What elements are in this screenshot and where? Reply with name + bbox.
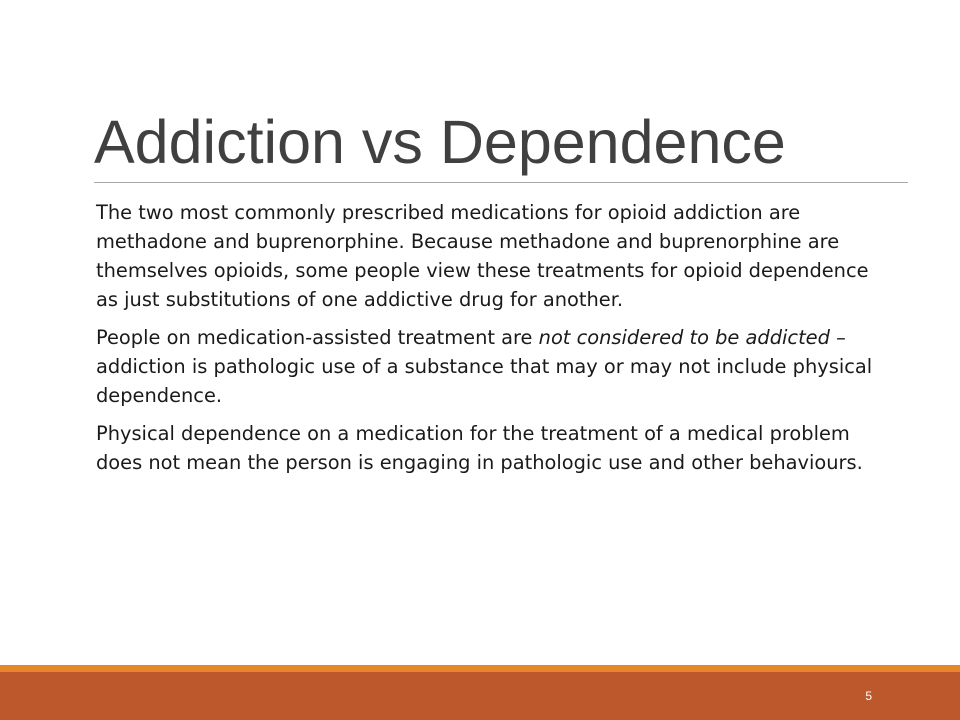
paragraph-physical-dependence: Physical dependence on a medication for the treatment of a medical problem does not mean the person is engaging in pathologic use and other behaviours. — [96, 422, 863, 474]
slide-number: 5 — [865, 689, 872, 703]
paragraph-medication-assisted-treatment — [96, 323, 886, 410]
paragraph-text-lead: People on medication-assisted treatment are — [96, 326, 539, 349]
paragraph-text-tail: – addiction is pathologic use of a substance that may or may not include physical dependence. — [96, 326, 873, 407]
slide-body — [96, 198, 886, 486]
title-divider — [94, 182, 908, 183]
footer-bar — [0, 672, 960, 720]
emphasized-phrase: not considered to be addicted — [538, 326, 830, 349]
paragraph-medications: The two most commonly prescribed medications for opioid addiction are methadone and buprenorphine. Because methadone and buprenorphine are themselves opioids, some people view these treatments for opioid dependence as just substitutions of one addictive drug for another. — [96, 201, 869, 311]
footer-accent-stripe — [0, 665, 960, 672]
slide-title: Addiction vs Dependence — [94, 108, 786, 176]
